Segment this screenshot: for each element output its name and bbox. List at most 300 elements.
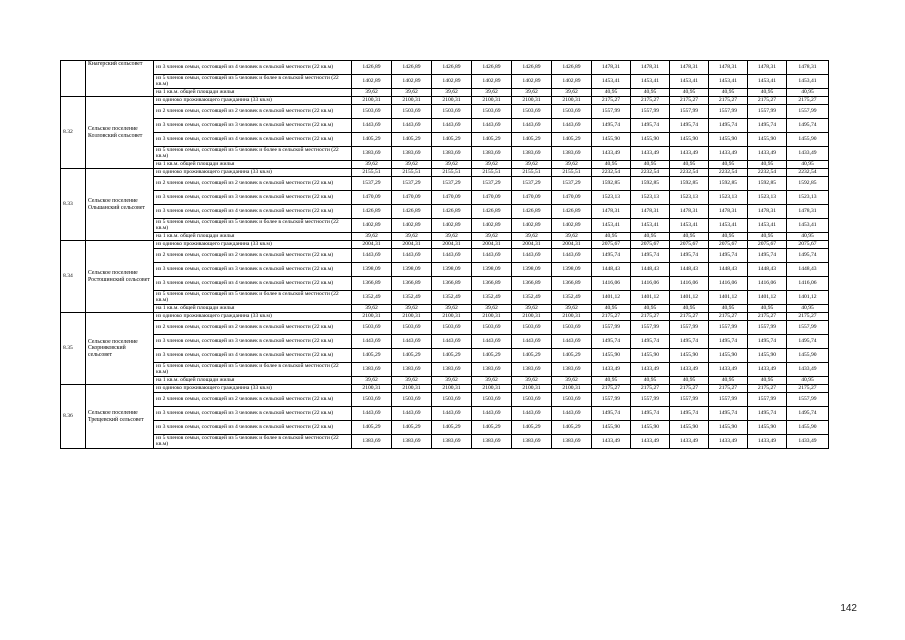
value-cell: 39,62 <box>392 89 432 97</box>
value-cell: 1453,41 <box>709 75 748 89</box>
value-cell: 1470,09 <box>472 191 512 205</box>
row-description: из одиноко проживающего гражданина (33 кв.м) <box>154 385 352 393</box>
value-cell: 1523,13 <box>670 191 709 205</box>
value-cell: 2004,31 <box>512 241 552 249</box>
value-cell: 1495,74 <box>787 335 829 349</box>
value-cell: 1453,41 <box>631 219 670 233</box>
section-code <box>61 61 86 97</box>
value-cell: 1383,69 <box>432 435 472 449</box>
value-cell: 1503,69 <box>352 393 392 407</box>
row-description: из одиноко проживающего гражданина (33 кв.м) <box>154 169 352 177</box>
value-cell: 1455,90 <box>592 421 631 435</box>
value-cell: 1557,99 <box>787 105 829 119</box>
value-cell: 1470,09 <box>432 191 472 205</box>
value-cell: 1495,74 <box>631 335 670 349</box>
row-description: из 3 членов семьи, состоящей из 4 человек в сельской местности (22 кв.м) <box>154 61 352 75</box>
value-cell: 1495,74 <box>787 119 829 133</box>
value-cell: 1398,09 <box>552 263 592 277</box>
value-cell: 39,62 <box>512 89 552 97</box>
value-cell: 39,62 <box>432 377 472 385</box>
value-cell: 1453,41 <box>709 219 748 233</box>
value-cell: 2232,54 <box>670 169 709 177</box>
value-cell: 1426,89 <box>432 61 472 75</box>
value-cell: 1352,49 <box>352 291 392 305</box>
table-row <box>61 147 829 161</box>
value-cell: 1557,99 <box>748 393 787 407</box>
value-cell: 1352,49 <box>512 291 552 305</box>
value-cell: 1443,69 <box>472 335 512 349</box>
value-cell: 1443,69 <box>352 335 392 349</box>
value-cell: 1366,89 <box>392 277 432 291</box>
value-cell: 1503,69 <box>392 321 432 335</box>
value-cell: 40,95 <box>748 233 787 241</box>
value-cell: 1366,89 <box>512 277 552 291</box>
value-cell: 1453,41 <box>787 219 829 233</box>
value-cell: 1495,74 <box>670 335 709 349</box>
value-cell: 1495,74 <box>670 119 709 133</box>
value-cell: 1383,69 <box>512 435 552 449</box>
value-cell: 1495,74 <box>670 407 709 421</box>
value-cell: 1453,41 <box>748 219 787 233</box>
value-cell: 2075,67 <box>787 241 829 249</box>
value-cell: 1448,43 <box>670 263 709 277</box>
value-cell: 40,95 <box>748 89 787 97</box>
value-cell: 1478,31 <box>670 61 709 75</box>
value-cell: 2004,31 <box>352 241 392 249</box>
value-cell: 1402,89 <box>352 219 392 233</box>
value-cell: 39,62 <box>392 305 432 313</box>
value-cell: 1352,49 <box>472 291 512 305</box>
value-cell: 2155,51 <box>432 169 472 177</box>
value-cell: 1453,41 <box>592 219 631 233</box>
value-cell: 1503,69 <box>512 393 552 407</box>
value-cell: 1416,06 <box>748 277 787 291</box>
value-cell: 1426,89 <box>392 205 432 219</box>
value-cell: 39,62 <box>472 161 512 169</box>
value-cell: 1402,89 <box>472 219 512 233</box>
value-cell: 39,62 <box>472 377 512 385</box>
value-cell: 1433,49 <box>787 363 829 377</box>
value-cell: 1443,69 <box>432 407 472 421</box>
value-cell: 1557,99 <box>748 105 787 119</box>
value-cell: 1448,43 <box>787 263 829 277</box>
row-description: из 5 членов семьи, состоящей из 5 человек и более в сельской местности (22 кв.м) <box>154 435 352 449</box>
value-cell: 39,62 <box>352 161 392 169</box>
value-cell: 1426,89 <box>472 205 512 219</box>
value-cell: 1455,90 <box>709 349 748 363</box>
section-code: 8.35 <box>61 313 86 385</box>
value-cell: 1383,69 <box>392 435 432 449</box>
value-cell: 2175,27 <box>592 313 631 321</box>
value-cell: 1503,69 <box>392 393 432 407</box>
value-cell: 1433,49 <box>670 435 709 449</box>
value-cell: 2232,54 <box>592 169 631 177</box>
value-cell: 1592,85 <box>670 177 709 191</box>
value-cell: 1495,74 <box>631 407 670 421</box>
value-cell: 2155,51 <box>552 169 592 177</box>
value-cell: 1405,29 <box>512 133 552 147</box>
value-cell: 1433,49 <box>709 435 748 449</box>
value-cell: 40,95 <box>748 161 787 169</box>
value-cell: 39,62 <box>512 161 552 169</box>
value-cell: 40,95 <box>709 161 748 169</box>
value-cell: 40,95 <box>748 377 787 385</box>
value-cell: 1478,31 <box>592 61 631 75</box>
value-cell: 1453,41 <box>670 219 709 233</box>
section-name: Сельское поселение Ольшанский сельсовет <box>86 169 154 241</box>
value-cell: 2175,27 <box>592 385 631 393</box>
value-cell: 2232,54 <box>709 169 748 177</box>
value-cell: 2175,27 <box>631 97 670 105</box>
value-cell: 1402,89 <box>512 75 552 89</box>
value-cell: 1433,49 <box>592 435 631 449</box>
value-cell: 1495,74 <box>709 335 748 349</box>
row-description: из 2 членов семьи, состоящей из 2 человек в сельской местности (22 кв.м) <box>154 177 352 191</box>
value-cell: 1402,89 <box>472 75 512 89</box>
value-cell: 1448,43 <box>592 263 631 277</box>
value-cell: 1455,90 <box>670 133 709 147</box>
value-cell: 1405,29 <box>552 421 592 435</box>
value-cell: 1405,29 <box>352 349 392 363</box>
value-cell: 40,95 <box>592 233 631 241</box>
value-cell: 40,95 <box>631 161 670 169</box>
section-code: 8.34 <box>61 241 86 313</box>
row-description: из 3 членов семьи, состоящей из 3 человек в сельской местности (22 кв.м) <box>154 191 352 205</box>
value-cell: 40,95 <box>709 305 748 313</box>
value-cell: 40,95 <box>670 233 709 241</box>
value-cell: 1398,09 <box>472 263 512 277</box>
table-body <box>61 61 829 449</box>
value-cell: 1416,06 <box>592 277 631 291</box>
value-cell: 1401,12 <box>631 291 670 305</box>
value-cell: 2155,51 <box>512 169 552 177</box>
value-cell: 39,62 <box>392 233 432 241</box>
value-cell: 1503,69 <box>472 321 512 335</box>
value-cell: 1478,31 <box>748 61 787 75</box>
value-cell: 1366,89 <box>432 277 472 291</box>
value-cell: 1398,09 <box>392 263 432 277</box>
table-row <box>61 249 829 263</box>
value-cell: 1478,31 <box>787 61 829 75</box>
value-cell: 2004,31 <box>472 241 512 249</box>
value-cell: 1405,29 <box>352 133 392 147</box>
value-cell: 1455,90 <box>787 133 829 147</box>
section-name: Сельское поселение Ростошинский сельсовет <box>86 241 154 313</box>
value-cell: 2175,27 <box>787 313 829 321</box>
value-cell: 2100,31 <box>432 313 472 321</box>
page-number: 142 <box>840 603 857 614</box>
value-cell: 1537,29 <box>472 177 512 191</box>
document-page <box>60 60 828 449</box>
table-row <box>61 407 829 421</box>
value-cell: 2100,31 <box>352 97 392 105</box>
value-cell: 39,62 <box>552 161 592 169</box>
table-row <box>61 241 829 249</box>
row-description: из 3 членов семьи, состоящей из 4 человек в сельской местности (22 кв.м) <box>154 205 352 219</box>
value-cell: 2175,27 <box>787 97 829 105</box>
value-cell: 40,95 <box>709 233 748 241</box>
value-cell: 1405,29 <box>512 421 552 435</box>
row-description: из 3 членов семьи, состоящей из 3 человек в сельской местности (22 кв.м) <box>154 119 352 133</box>
value-cell: 40,95 <box>709 377 748 385</box>
value-cell: 1443,69 <box>352 119 392 133</box>
value-cell: 40,95 <box>592 89 631 97</box>
value-cell: 2175,27 <box>670 313 709 321</box>
table-row <box>61 191 829 205</box>
value-cell: 2075,67 <box>748 241 787 249</box>
value-cell: 40,95 <box>748 305 787 313</box>
value-cell: 2232,54 <box>748 169 787 177</box>
value-cell: 1557,99 <box>670 321 709 335</box>
value-cell: 1443,69 <box>552 407 592 421</box>
value-cell: 2004,31 <box>552 241 592 249</box>
value-cell: 1405,29 <box>472 133 512 147</box>
value-cell: 2155,51 <box>472 169 512 177</box>
row-description: из 5 членов семьи, состоящей из 5 человек и более в сельской местности (22 кв.м) <box>154 147 352 161</box>
value-cell: 1405,29 <box>432 133 472 147</box>
value-cell: 1405,29 <box>352 421 392 435</box>
value-cell: 1557,99 <box>670 105 709 119</box>
value-cell: 39,62 <box>432 161 472 169</box>
value-cell: 1503,69 <box>472 393 512 407</box>
value-cell: 1470,09 <box>352 191 392 205</box>
value-cell: 1495,74 <box>631 119 670 133</box>
value-cell: 1443,69 <box>352 249 392 263</box>
value-cell: 1366,89 <box>472 277 512 291</box>
value-cell: 1448,43 <box>631 263 670 277</box>
value-cell: 1426,89 <box>472 61 512 75</box>
value-cell: 1503,69 <box>352 321 392 335</box>
value-cell: 1433,49 <box>631 363 670 377</box>
value-cell: 1503,69 <box>552 393 592 407</box>
value-cell: 40,95 <box>592 305 631 313</box>
value-cell: 39,62 <box>552 305 592 313</box>
value-cell: 39,62 <box>512 305 552 313</box>
value-cell: 2100,31 <box>352 313 392 321</box>
row-description: из 3 членов семьи, состоящей из 4 человек в сельской местности (22 кв.м) <box>154 133 352 147</box>
value-cell: 1557,99 <box>709 393 748 407</box>
value-cell: 1402,89 <box>352 75 392 89</box>
row-description: на 1 кв.м. общей площади жилья <box>154 161 352 169</box>
value-cell: 40,95 <box>592 161 631 169</box>
value-cell: 2175,27 <box>709 97 748 105</box>
section-code: 8.36 <box>61 385 86 449</box>
table-row <box>61 393 829 407</box>
value-cell: 1557,99 <box>592 105 631 119</box>
table-row <box>61 105 829 119</box>
row-description: из одиноко проживающего гражданина (33 кв.м) <box>154 313 352 321</box>
value-cell: 2075,67 <box>670 241 709 249</box>
value-cell: 1405,29 <box>432 349 472 363</box>
value-cell: 39,62 <box>512 377 552 385</box>
value-cell: 40,95 <box>787 377 829 385</box>
value-cell: 1426,89 <box>432 205 472 219</box>
value-cell: 40,95 <box>670 161 709 169</box>
value-cell: 2100,31 <box>512 313 552 321</box>
value-cell: 40,95 <box>787 305 829 313</box>
value-cell: 1383,69 <box>472 435 512 449</box>
value-cell: 1453,41 <box>631 75 670 89</box>
value-cell: 40,95 <box>709 89 748 97</box>
value-cell: 2100,31 <box>432 97 472 105</box>
value-cell: 1503,69 <box>392 105 432 119</box>
value-cell: 1455,90 <box>787 421 829 435</box>
value-cell: 39,62 <box>472 305 512 313</box>
value-cell: 1383,69 <box>352 363 392 377</box>
row-description: из 5 членов семьи, состоящей из 5 человек и более в сельской местности (22 кв.м) <box>154 291 352 305</box>
value-cell: 1453,41 <box>592 75 631 89</box>
section-name: Кнагерский сельсовет <box>86 61 154 97</box>
value-cell: 40,95 <box>631 377 670 385</box>
value-cell: 39,62 <box>432 89 472 97</box>
value-cell: 1433,49 <box>709 147 748 161</box>
value-cell: 1383,69 <box>472 147 512 161</box>
row-description: из 3 членов семьи, состоящей из 4 человек в сельской местности (22 кв.м) <box>154 277 352 291</box>
table-row <box>61 305 829 313</box>
value-cell: 39,62 <box>552 89 592 97</box>
table-row <box>61 233 829 241</box>
value-cell: 1455,90 <box>709 133 748 147</box>
table-row <box>61 385 829 393</box>
value-cell: 2100,31 <box>472 313 512 321</box>
value-cell: 2004,31 <box>432 241 472 249</box>
value-cell: 1443,69 <box>552 335 592 349</box>
value-cell: 1433,49 <box>592 363 631 377</box>
row-description: из 2 членов семьи, состоящей из 2 человек в сельской местности (22 кв.м) <box>154 249 352 263</box>
value-cell: 39,62 <box>352 89 392 97</box>
value-cell: 39,62 <box>432 233 472 241</box>
value-cell: 1478,31 <box>709 61 748 75</box>
value-cell: 2100,31 <box>552 313 592 321</box>
tariff-table <box>60 60 829 449</box>
value-cell: 39,62 <box>552 377 592 385</box>
value-cell: 2004,31 <box>392 241 432 249</box>
value-cell: 40,95 <box>670 305 709 313</box>
value-cell: 1455,90 <box>670 349 709 363</box>
table-row <box>61 61 829 75</box>
value-cell: 39,62 <box>352 305 392 313</box>
value-cell: 1495,74 <box>592 119 631 133</box>
value-cell: 1401,12 <box>592 291 631 305</box>
value-cell: 1352,49 <box>392 291 432 305</box>
value-cell: 1478,31 <box>748 205 787 219</box>
value-cell: 1426,89 <box>512 61 552 75</box>
value-cell: 1557,99 <box>592 393 631 407</box>
value-cell: 1366,89 <box>552 277 592 291</box>
value-cell: 1495,74 <box>787 407 829 421</box>
row-description: из 2 членов семьи, состоящей из 2 человек в сельской местности (22 кв.м) <box>154 393 352 407</box>
value-cell: 1401,12 <box>748 291 787 305</box>
section-code: 8.33 <box>61 169 86 241</box>
value-cell: 39,62 <box>392 161 432 169</box>
value-cell: 40,95 <box>631 305 670 313</box>
value-cell: 2175,27 <box>631 385 670 393</box>
value-cell: 1557,99 <box>787 321 829 335</box>
value-cell: 1523,13 <box>592 191 631 205</box>
value-cell: 2075,67 <box>709 241 748 249</box>
value-cell: 39,62 <box>352 377 392 385</box>
value-cell: 40,95 <box>631 233 670 241</box>
value-cell: 1401,12 <box>787 291 829 305</box>
value-cell: 1592,85 <box>631 177 670 191</box>
value-cell: 1557,99 <box>631 321 670 335</box>
value-cell: 1433,49 <box>709 363 748 377</box>
value-cell: 2075,67 <box>631 241 670 249</box>
value-cell: 1426,89 <box>512 205 552 219</box>
value-cell: 1495,74 <box>748 407 787 421</box>
value-cell: 2100,31 <box>472 97 512 105</box>
value-cell: 1383,69 <box>552 147 592 161</box>
value-cell: 1402,89 <box>392 75 432 89</box>
value-cell: 2175,27 <box>709 313 748 321</box>
value-cell: 1416,06 <box>787 277 829 291</box>
value-cell: 1416,06 <box>670 277 709 291</box>
value-cell: 2175,27 <box>670 97 709 105</box>
value-cell: 1443,69 <box>432 119 472 133</box>
table-row <box>61 349 829 363</box>
value-cell: 1523,13 <box>709 191 748 205</box>
value-cell: 1433,49 <box>787 435 829 449</box>
value-cell: 2100,31 <box>352 385 392 393</box>
value-cell: 1383,69 <box>392 147 432 161</box>
value-cell: 1537,29 <box>552 177 592 191</box>
value-cell: 1443,69 <box>432 249 472 263</box>
value-cell: 2100,31 <box>392 385 432 393</box>
value-cell: 1402,89 <box>392 219 432 233</box>
value-cell: 1433,49 <box>670 147 709 161</box>
value-cell: 1383,69 <box>512 363 552 377</box>
value-cell: 39,62 <box>392 377 432 385</box>
row-description: из 5 членов семьи, состоящей из 5 человек и более в сельской местности (22 кв.м) <box>154 219 352 233</box>
value-cell: 39,62 <box>512 233 552 241</box>
value-cell: 1383,69 <box>512 147 552 161</box>
table-row <box>61 435 829 449</box>
value-cell: 1557,99 <box>631 105 670 119</box>
row-description: из 5 членов семьи, состоящей из 5 человек и более в сельской местности (22 кв.м) <box>154 363 352 377</box>
value-cell: 2175,27 <box>592 97 631 105</box>
value-cell: 1443,69 <box>392 335 432 349</box>
value-cell: 1402,89 <box>552 219 592 233</box>
value-cell: 2175,27 <box>748 385 787 393</box>
value-cell: 1433,49 <box>748 147 787 161</box>
value-cell: 2175,27 <box>631 313 670 321</box>
value-cell: 1455,90 <box>787 349 829 363</box>
value-cell: 1537,29 <box>352 177 392 191</box>
table-row <box>61 263 829 277</box>
section-code: 8.32 <box>61 97 86 169</box>
value-cell: 1495,74 <box>709 249 748 263</box>
value-cell: 1433,49 <box>748 435 787 449</box>
value-cell: 1503,69 <box>352 105 392 119</box>
value-cell: 1592,85 <box>787 177 829 191</box>
value-cell: 2232,54 <box>631 169 670 177</box>
row-description: из 3 членов семьи, состоящей из 4 человек в сельской местности (22 кв.м) <box>154 349 352 363</box>
value-cell: 1455,90 <box>592 133 631 147</box>
value-cell: 1443,69 <box>512 335 552 349</box>
value-cell: 40,95 <box>787 89 829 97</box>
value-cell: 1470,09 <box>552 191 592 205</box>
table-row <box>61 421 829 435</box>
value-cell: 1453,41 <box>787 75 829 89</box>
value-cell: 2100,31 <box>512 385 552 393</box>
value-cell: 1398,09 <box>512 263 552 277</box>
value-cell: 2175,27 <box>748 313 787 321</box>
value-cell: 1366,89 <box>352 277 392 291</box>
value-cell: 1416,06 <box>631 277 670 291</box>
value-cell: 1495,74 <box>748 249 787 263</box>
value-cell: 1433,49 <box>787 147 829 161</box>
value-cell: 1557,99 <box>748 321 787 335</box>
